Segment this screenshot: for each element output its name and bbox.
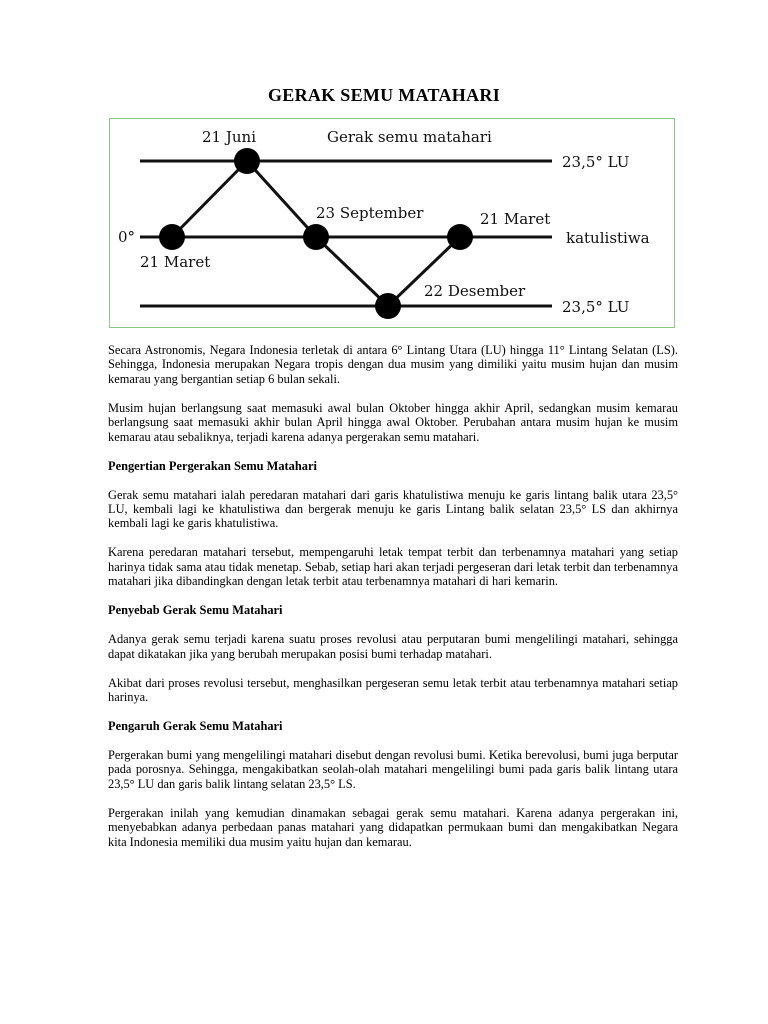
paragraph: Pergerakan bumi yang mengelilingi matahari disebut dengan revolusi bumi. Ketika berevolusi, bumi juga berputar pada porosnya. Sehingga, mengakibatkan seolah-olah matahari mengelilingi bumi pada garis balik lintang utara 23,5° LU dan garis balik lintang selatan 23,5° LS. [108,748,678,791]
label-top-line: 23,5° LU [562,153,630,171]
section-heading: Penyebab Gerak Semu Matahari [108,603,283,618]
label-march-left: 21 Maret [140,253,211,271]
node-march-left [159,224,185,250]
node-june [234,148,260,174]
node-march-right [447,224,473,250]
label-june: 21 Juni [202,128,256,146]
paragraph: Karena peredaran matahari tersebut, mempengaruhi letak tempat terbit dan terbenamnya matahari yang setiap harinya tidak sama atau tidak menetap. Sebab, setiap hari akan terjadi pergeseran dari letak terbit dan terbenamnya matahari jika dibandingkan dengan letak terbit atau terbenamnya matahari di hari kemarin. [108,545,678,589]
paragraph: Secara Astronomis, Negara Indonesia terletak di antara 6° Lintang Utara (LU) hingga 11° Lintang Selatan (LS). Sehingga, Indonesia merupakan Negara tropis dengan dua musim yang dimiliki yaitu musim hujan dan musim kemarau yang bergantian setiap 6 bulan sekali. [108,343,678,386]
paragraph: Akibat dari proses revolusi tersebut, menghasilkan pergeseran semu letak terbit atau terbenamnya matahari setiap harinya. [108,675,678,705]
sun-motion-diagram [109,118,675,328]
article-body [108,343,678,864]
label-september: 23 September [316,204,424,222]
diagram-canvas [110,119,676,329]
label-equator: katulistiwa [566,229,650,247]
section-heading: Pengertian Pergerakan Semu Matahari [108,458,317,473]
label-bottom-line: 23,5° LU [562,298,630,316]
page-title: GERAK SEMU MATAHARI [267,85,501,105]
label-december: 22 Desember [424,282,526,300]
paragraph: Musim hujan berlangsung saat memasuki awal bulan Oktober hingga akhir April, sedangkan musim kemarau berlangsung saat memasuki akhir bulan April hingga awal Oktober. Perubahan antara musim hujan ke musim kemarau atau sebaliknya, terjadi karena adanya pergerakan semu matahari. [108,400,678,444]
node-september [303,224,329,250]
paragraph: Gerak semu matahari ialah peredaran matahari dari garis khatulistiwa menuju ke garis lintang balik utara 23,5° LU, kembali lagi ke khatulistiwa dan bergerak menuju ke garis Lintang balik selatan 23,5° LS dan akhirnya kembali lagi ke garis khatulistiwa. [108,487,678,531]
section-heading: Pengaruh Gerak Semu Matahari [108,719,283,734]
node-december [375,293,401,319]
paragraph: Pergerakan inilah yang kemudian dinamakan sebagai gerak semu matahari. Karena adanya pergerakan ini, menyebabkan adanya perbedaan panas matahari yang didapatkan permukaan bumi dan mengakibatkan Negara kita Indonesia memiliki dua musim yaitu hujan dan kemarau. [108,805,678,849]
label-zero: 0° [118,228,136,246]
paragraph: Adanya gerak semu terjadi karena suatu proses revolusi atau perputaran bumi mengelilingi matahari, sehingga dapat dikatakan jika yang berubah merupakan posisi bumi terhadap matahari. [108,632,678,661]
diagram-heading: Gerak semu matahari [327,128,492,146]
label-march-right: 21 Maret [480,210,551,228]
